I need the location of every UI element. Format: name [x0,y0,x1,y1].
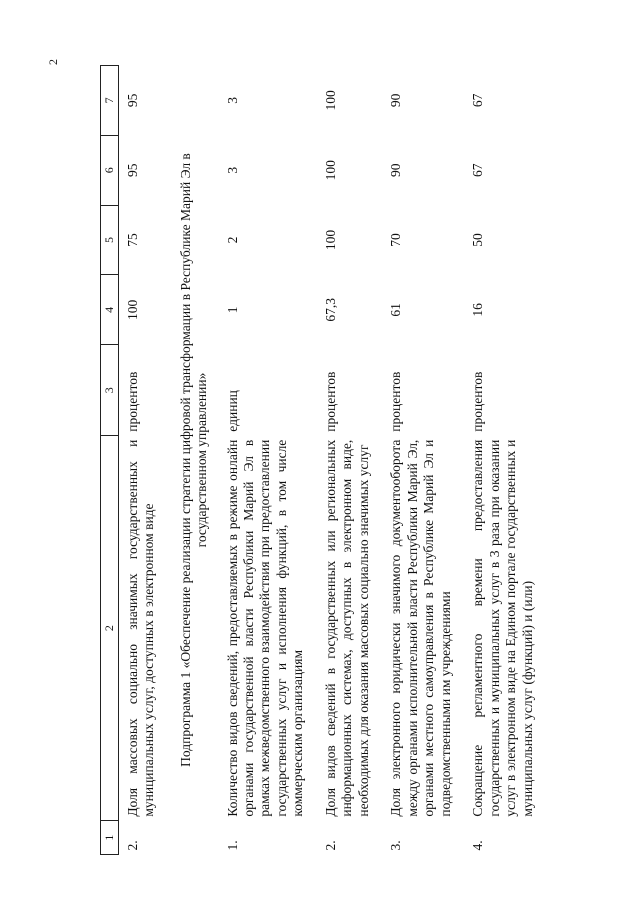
table-row [118,66,167,855]
page-number: 2 [46,59,60,65]
table-header-row [101,66,119,855]
value-col7: 67 [470,93,486,108]
indicator-name: Доля массовых социально значимых государственных и муниципальных услуг, доступных в электронном виде [124,439,157,817]
row-number: 2. [322,840,338,851]
value-col6: 90 [388,163,404,177]
value-col4: 61 [388,303,404,317]
col-header-7: 7 [101,66,119,136]
row-number: 3. [388,840,404,851]
value-col4: 67,3 [322,298,338,322]
table-row [219,66,317,855]
value-col4: 1 [224,306,240,314]
indicators-table [100,65,546,855]
row-number: 2. [124,840,140,851]
value-col6: 95 [124,163,140,177]
value-col6: 100 [322,160,338,181]
col-header-5: 5 [101,205,119,275]
value-col4: 16 [470,303,486,317]
value-col7: 95 [124,93,140,108]
unit: процентов [124,371,140,432]
value-col7: 3 [224,97,240,104]
subprogram-title: Подпрограмма 1 «Обеспечение реализации стратегии цифровой трансформации в Республике Марий Эл в государственном управлении» [177,153,210,767]
indicator-name: Сокращение регламентного времени предоставления государственных и муниципальных услуг в 3 раза при оказании услуг в электронном виде на Едином портале государственных и муниципальных услуг (функций) и (или) [470,439,535,817]
indicator-name: Количество видов сведений, предоставляемых в режиме онлайн органами государственной власти Республики Марий Эл в рамках межведомственного взаимодействия при предоставлении государственных услуг и исполнения функций, в том числе коммерческим организациям [224,439,306,817]
col-header-1: 1 [101,821,119,855]
value-col5: 100 [322,229,338,251]
value-col5: 70 [388,233,404,247]
unit: процентов [322,371,338,432]
col-header-2: 2 [101,436,119,821]
unit: процентов [388,371,404,432]
indicator-name: Доля электронного юридически значимого документооборота между органами исполнительной власти Республики Марий Эл, органами местного самоуправления в Республике Марий Эл и подведомственными им учреждениями [388,439,453,817]
table-row [382,66,464,855]
col-header-3: 3 [101,345,119,436]
value-col5: 2 [224,236,240,244]
rotated-page [46,59,639,855]
value-col5: 75 [124,233,140,247]
col-header-4: 4 [101,275,119,345]
value-col7: 100 [322,90,338,111]
unit: процентов [470,371,486,432]
row-number: 4. [470,840,486,851]
value-col6: 67 [470,163,486,177]
subprogram-row [168,66,219,855]
table-row [464,66,546,855]
indicator-name: Доля видов сведений в государственных или региональных информационных системах, доступных в электронном виде, необходимых для оказания массовых социально значимых услуг [322,439,371,817]
value-col4: 100 [124,299,140,320]
table-row [317,66,382,855]
value-col7: 90 [388,93,404,108]
value-col6: 3 [224,166,240,174]
col-header-6: 6 [101,135,119,205]
row-number: 1. [224,840,240,851]
unit: единиц [224,390,240,432]
value-col5: 50 [470,233,486,247]
